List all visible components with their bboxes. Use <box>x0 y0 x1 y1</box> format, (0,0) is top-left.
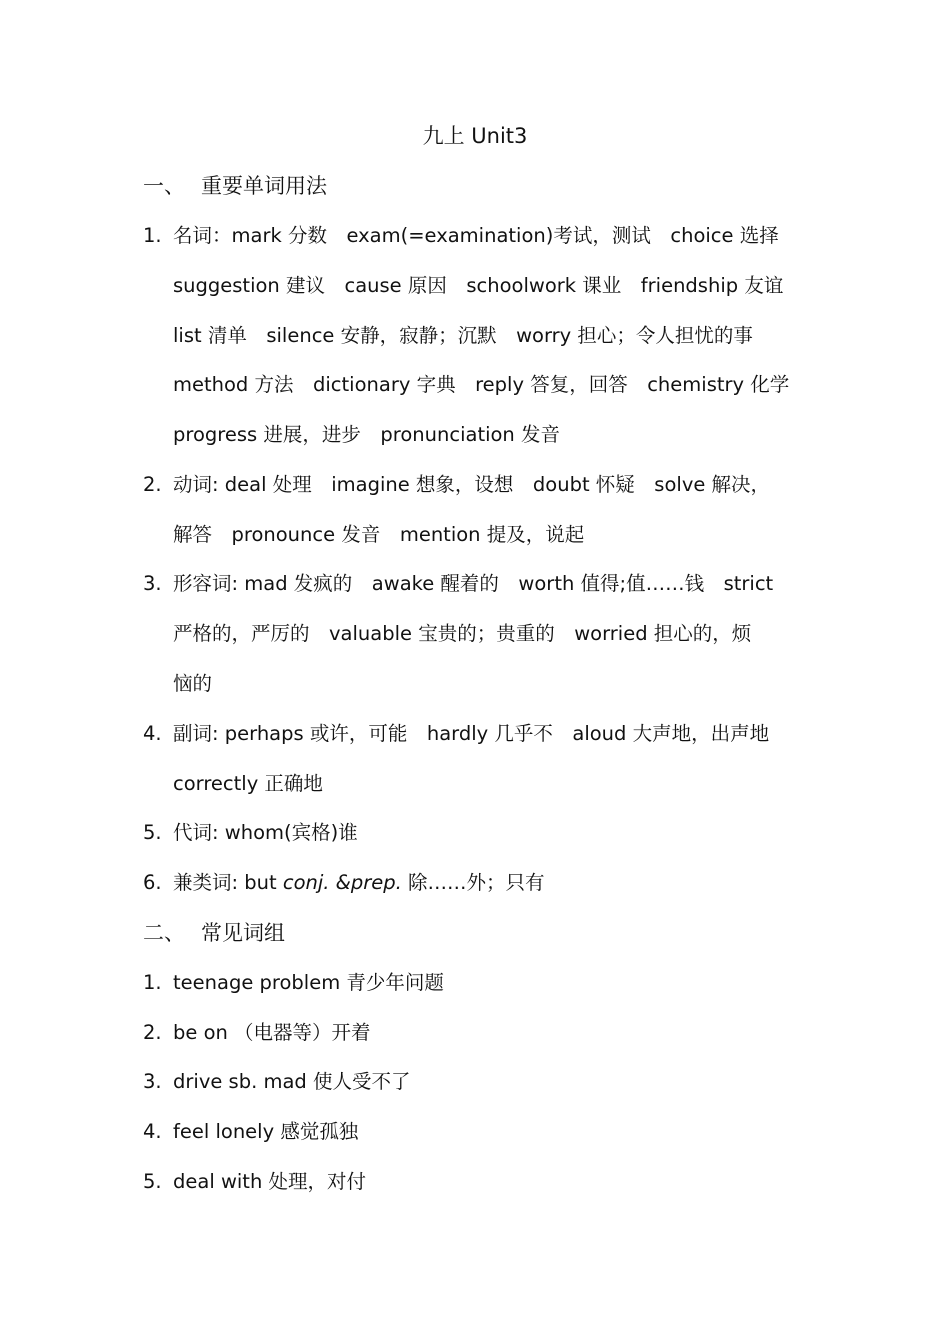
item-line: 解答 pronounce 发音 mention 提及，说起 <box>173 522 585 546</box>
phrase-item <box>143 1057 813 1107</box>
list-item-adjectives <box>143 559 813 708</box>
item-line <box>173 858 813 908</box>
item-line: 名词：mark 分数 exam(=examination)考试，测试 choice 选择 <box>173 224 779 247</box>
list-item-verbs <box>143 460 813 560</box>
item-line: 严格的，严厉的 valuable 宝贵的；贵重的 worried 担心的，烦 <box>173 621 752 645</box>
item-number: 6. <box>143 871 162 894</box>
item-number: 1. <box>143 971 162 994</box>
item-number: 4. <box>143 722 162 745</box>
item-line: 动词: deal 处理 imagine 想象，设想 doubt 怀疑 solve 解决， <box>173 473 771 496</box>
item-line: method 方法 dictionary 字典 reply 答复，回答 chemistry 化学 <box>173 373 790 397</box>
item-line: list 清单 silence 安静，寂静；沉默 worry 担心；令人担忧的事 <box>173 323 753 347</box>
item-number: 2. <box>143 1021 162 1044</box>
list-item-pronouns <box>143 808 813 858</box>
item-line: 形容词: mad 发疯的 awake 醒着的 worth 值得;值……钱 strict <box>173 572 774 595</box>
list-item-multi-class <box>143 858 813 908</box>
phrase-item <box>143 958 813 1008</box>
list-item-adverbs <box>143 709 813 809</box>
section-title: 常见词组 <box>201 921 285 945</box>
section-title: 重要单词用法 <box>201 174 327 198</box>
item-number: 1. <box>143 224 162 247</box>
item-number: 3. <box>143 572 162 595</box>
section-heading-phrases <box>143 915 285 951</box>
section-heading-vocabulary <box>143 168 327 204</box>
list-item-nouns <box>143 211 813 460</box>
item-line: teenage problem 青少年问题 <box>173 971 444 994</box>
item-number: 5. <box>143 1170 162 1193</box>
item-line: 副词: perhaps 或许，可能 hardly 几乎不 aloud 大声地，出声地 <box>173 722 770 745</box>
item-line: deal with 处理，对付 <box>173 1170 367 1193</box>
phrase-item <box>143 1107 813 1157</box>
item-suffix: 除……外；只有 <box>401 871 545 894</box>
item-line: drive sb. mad 使人受不了 <box>173 1070 411 1093</box>
item-line: correctly 正确地 <box>173 771 323 795</box>
item-italic: conj. &prep. <box>282 871 402 894</box>
item-line: feel lonely 感觉孤独 <box>173 1120 359 1143</box>
item-line: 恼的 <box>173 671 213 695</box>
phrase-item <box>143 1008 813 1058</box>
page-title: 九上 Unit3 <box>422 124 528 148</box>
item-number: 5. <box>143 821 162 844</box>
section-number: 二、 <box>143 921 185 945</box>
item-number: 3. <box>143 1070 162 1093</box>
item-line: be on （电器等）开着 <box>173 1021 371 1044</box>
item-number: 4. <box>143 1120 162 1143</box>
phrase-item <box>143 1157 813 1207</box>
item-number: 2. <box>143 473 162 496</box>
item-line: 代词: whom(宾格)谁 <box>173 821 358 844</box>
item-prefix: 兼类词: but <box>173 871 283 894</box>
item-line: suggestion 建议 cause 原因 schoolwork 课业 friendship 友谊 <box>173 273 784 297</box>
item-line: progress 进展，进步 pronunciation 发音 <box>173 423 560 447</box>
section-number: 一、 <box>143 174 185 198</box>
